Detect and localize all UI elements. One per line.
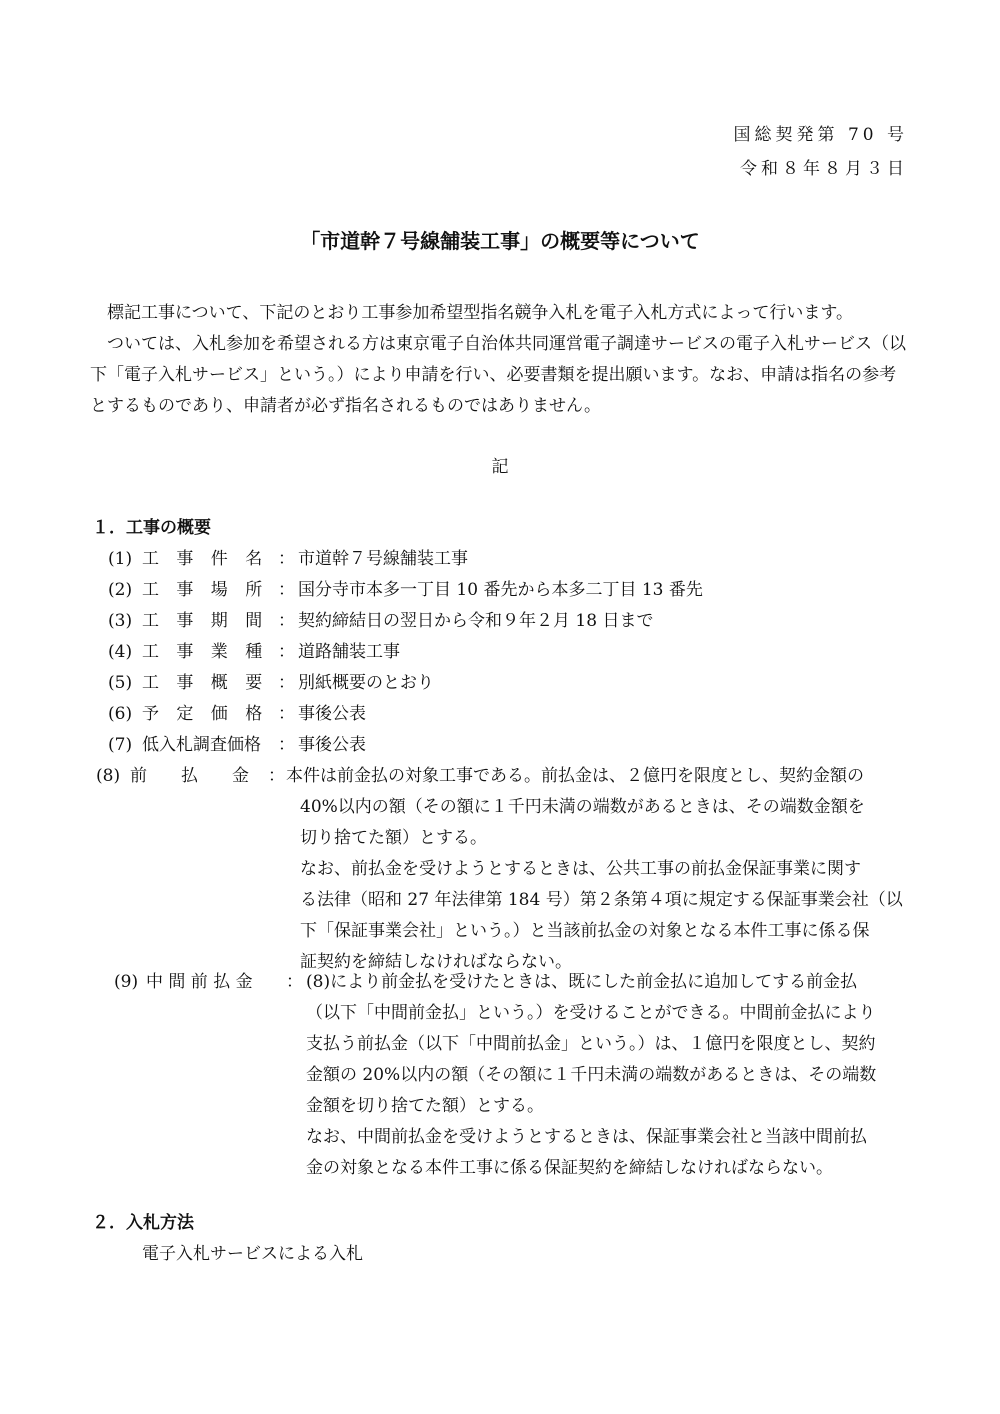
item-colon: ： xyxy=(278,735,295,755)
section-1-heading: １．工事の概要 xyxy=(92,518,211,538)
text-line: 金の対象となる本件工事に係る保証契約を締結しなければならない。 xyxy=(306,1158,833,1178)
item-value: 契約締結日の翌日から令和９年２月 18 日まで xyxy=(298,611,654,631)
document-date: 令和８年８月３日 xyxy=(740,159,908,179)
text-line: る法律（昭和 27 年法律第 184 号）第２条第４項に規定する保証事業会社（以 xyxy=(300,890,903,910)
item-value: 市道幹７号線舗装工事 xyxy=(298,549,468,569)
item-value: 道路舗装工事 xyxy=(298,642,400,662)
bidding-method-text: 電子入札サービスによる入札 xyxy=(142,1244,363,1264)
text-line: (8)により前金払を受けたときは、既にした前金払に追加してする前金払 xyxy=(306,972,858,992)
text-line: （以下「中間前金払」という。）を受けることができる。中間前金払により xyxy=(306,1003,876,1023)
item-label: 中 間 前 払 金 xyxy=(146,972,253,992)
text-line: 金額の 20%以内の額（その額に１千円未満の端数があるときは、その端数 xyxy=(306,1065,877,1085)
item-label: 工 事 概 要 xyxy=(142,673,269,693)
item-label: 低入札調査価格 xyxy=(142,735,261,755)
item-colon: ： xyxy=(286,972,303,992)
item-number: (1) xyxy=(108,549,133,569)
section-2-heading: ２．入札方法 xyxy=(92,1213,194,1233)
item-label: 工 事 期 間 xyxy=(142,611,269,631)
interim-advance-payment-text xyxy=(306,967,912,1184)
item-label: 工 事 件 名 xyxy=(142,549,269,569)
intro-paragraph-1: 標記工事について、下記のとおり工事参加希望型指名競争入札を電子入札方式によって行います。 xyxy=(107,303,853,323)
item-colon: ： xyxy=(278,611,295,631)
advance-payment-text xyxy=(286,761,912,978)
item-colon: ： xyxy=(278,642,295,662)
item-label: 前 払 金 xyxy=(130,766,249,786)
item-number: (3) xyxy=(108,611,133,631)
text-line: なお、中間前払金を受けようとするときは、保証事業会社と当該中間前払 xyxy=(306,1127,867,1147)
intro-paragraph-2: ついては、入札参加を希望される方は東京電子自治体共同運営電子調達サービスの電子入札サービス（以下「電子入札サービス」という。）により申請を行い、必要書類を提出願います。なお、申請は指名の参考とするものであり、申請者が必ず指名されるものではありません。 xyxy=(90,334,906,416)
item-number: (8) xyxy=(96,766,121,786)
text-line: 下「保証事業会社」という。）と当該前払金の対象となる本件工事に係る保 xyxy=(300,921,870,941)
document-number: 国総契発第 70 号 xyxy=(733,125,908,145)
item-colon: ： xyxy=(278,549,295,569)
text-line: 支払う前払金（以下「中間前払金」という。）は、１億円を限度とし、契約 xyxy=(306,1034,876,1054)
item-value: 別紙概要のとおり xyxy=(298,673,434,693)
item-number: (2) xyxy=(108,580,133,600)
ki-marker: 記 xyxy=(491,457,509,477)
text-line: 40%以内の額（その額に１千円未満の端数があるときは、その端数金額を xyxy=(300,797,865,817)
item-label: 予 定 価 格 xyxy=(142,704,269,724)
text-line: 証契約を締結しなければならない。 xyxy=(300,952,572,972)
item-colon: ： xyxy=(278,673,295,693)
item-number: (9) xyxy=(114,972,139,992)
intro-section xyxy=(90,298,910,422)
text-line: 本件は前金払の対象工事である。前払金は、２億円を限度とし、契約金額の xyxy=(286,766,864,786)
item-colon: ： xyxy=(268,766,285,786)
reference-block xyxy=(734,118,908,186)
item-colon: ： xyxy=(278,580,295,600)
item-number: (5) xyxy=(108,673,133,693)
text-line: なお、前払金を受けようとするときは、公共工事の前払金保証事業に関す xyxy=(300,859,861,879)
item-value: 事後公表 xyxy=(298,704,366,724)
item-label: 工 事 業 種 xyxy=(142,642,269,662)
item-number: (7) xyxy=(108,735,133,755)
item-value: 事後公表 xyxy=(298,735,366,755)
document-title: 「市道幹７号線舗装工事」の概要等について xyxy=(300,229,700,253)
item-number: (4) xyxy=(108,642,133,662)
item-label: 工 事 場 所 xyxy=(142,580,269,600)
item-number: (6) xyxy=(108,704,133,724)
item-colon: ： xyxy=(278,704,295,724)
text-line: 金額を切り捨てた額）とする。 xyxy=(306,1096,544,1116)
item-value: 国分寺市本多一丁目 10 番先から本多二丁目 13 番先 xyxy=(298,580,703,600)
text-line: 切り捨てた額）とする。 xyxy=(300,828,487,848)
